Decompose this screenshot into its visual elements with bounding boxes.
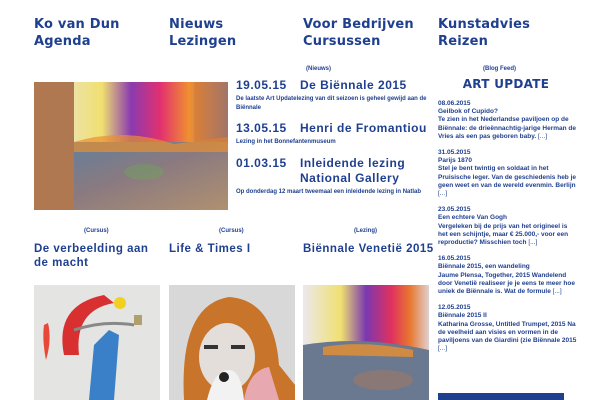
blog-excerpt: Vergeleken bij de prijs van het origineel is het een schijntje, maar € 25.000,- voor een reproductie? Misschien toch	[438, 222, 569, 247]
nav-column-4	[438, 16, 530, 50]
nav-link-cursussen[interactable]: Cursussen	[303, 34, 381, 49]
blog-section-label: (Blog Feed)	[483, 66, 516, 72]
read-more-link[interactable]: [...]	[552, 288, 562, 296]
read-more-link[interactable]: [...]	[528, 239, 538, 247]
nav-link-nieuws[interactable]: Nieuws	[169, 17, 224, 32]
main-navigation	[0, 16, 600, 56]
blog-item[interactable]	[438, 304, 578, 353]
nav-link-agenda[interactable]: Agenda	[34, 34, 91, 49]
nav-link-kunstadvies[interactable]: Kunstadvies	[438, 17, 531, 32]
news-title[interactable]: Henri de Fromantiou	[300, 121, 427, 135]
news-list	[236, 78, 430, 205]
news-title[interactable]: De Biënnale 2015	[300, 78, 407, 92]
blog-item-title[interactable]: Geilbok of Cupido?	[438, 108, 498, 116]
news-title[interactable]: Inleidende lezing	[300, 155, 406, 170]
read-more-link[interactable]: [...]	[438, 345, 448, 353]
blog-item-title[interactable]: Biënnale 2015, een wandeling	[438, 263, 530, 271]
course-title-life-times[interactable]: Life & Times I	[169, 243, 251, 255]
blog-excerpt: Stel je bent twintig en soldaat in het Pruisische leger. Van de geschiedenis heb je geen weet en van de wereld evenmin. Berlijn	[438, 165, 577, 189]
news-description: Lezing in het Bonnefantenmuseum	[236, 139, 336, 145]
blog-date: 31.05.2015	[438, 149, 471, 157]
blog-item-title[interactable]: Parijs 1870	[438, 157, 472, 165]
news-date: 19.05.15	[236, 78, 287, 92]
portrait-image	[169, 285, 295, 400]
course-image-life-times[interactable]	[169, 285, 295, 400]
blog-excerpt: Jaume Plensa, Together, 2015 Wandelend door Venetië realiseer je je eens te meer hoe uniek de Biënnale is. Wat de formule	[438, 271, 575, 296]
course-title-biennale[interactable]: Biënnale Venetië 2015	[303, 243, 434, 255]
blog-item[interactable]	[438, 149, 578, 198]
course-label: (Lezing)	[354, 228, 377, 234]
hero-image-biennale[interactable]	[34, 82, 228, 210]
sculpture-image	[34, 285, 160, 400]
course-image-verbeelding[interactable]	[34, 285, 160, 400]
artwork-image	[34, 82, 228, 210]
nav-link-reizen[interactable]: Reizen	[438, 34, 489, 49]
installation-image	[303, 285, 429, 400]
nav-column-1	[34, 16, 120, 50]
blog-date: 16.05.2015	[438, 255, 471, 263]
blog-feed	[438, 100, 578, 361]
news-item[interactable]	[236, 78, 430, 112]
nav-link-ko-van-dun[interactable]: Ko van Dun	[34, 17, 120, 32]
news-date: 13.05.15	[236, 121, 287, 135]
course-label: (Cursus)	[219, 228, 244, 234]
course-title-verbeelding[interactable]: De verbeelding aan de macht	[34, 243, 149, 269]
news-title-line2[interactable]: National Gallery	[300, 170, 400, 185]
nav-column-2	[169, 16, 236, 50]
blog-footer-bar[interactable]	[438, 393, 564, 400]
news-date: 01.03.15	[236, 155, 287, 170]
blog-item[interactable]	[438, 206, 578, 247]
blog-item-title[interactable]: Biënnale 2015 II	[438, 312, 487, 320]
news-description: Op donderdag 12 maart tweemaal een inleidende lezing in Natlab	[236, 188, 422, 195]
news-description: De laatste Art Updatelezing van dit seizoen is geheel gewijd aan de Biënnale	[236, 96, 427, 111]
nav-link-lezingen[interactable]: Lezingen	[169, 34, 237, 49]
blog-excerpt: Te zien in het Nederlandse paviljoen op de Biënnale: de drieënnachtig-jarige Herman de Vries als een pas geboren baby.	[438, 116, 576, 140]
blog-date: 23.05.2015	[438, 206, 471, 214]
course-image-biennale[interactable]	[303, 285, 429, 400]
blog-date: 08.06.2015	[438, 100, 471, 107]
read-more-link[interactable]: [...]	[537, 132, 547, 140]
blog-item-title[interactable]: Een echtere Van Gogh	[438, 214, 507, 222]
blog-date: 12.05.2015	[438, 304, 471, 312]
blog-title: ART UPDATE	[462, 77, 550, 91]
nav-link-voor-bedrijven[interactable]: Voor Bedrijven	[303, 17, 414, 32]
read-more-link[interactable]: [...]	[438, 190, 448, 198]
course-label: (Cursus)	[84, 228, 109, 234]
news-item[interactable]	[236, 121, 430, 147]
blog-item[interactable]	[438, 100, 578, 141]
blog-excerpt: Katharina Grosse, Untitled Trumpet, 2015 Na de veelheid aan visies en vormen in de paviljoens van de Giardini (zie Biënnale 2015	[438, 320, 577, 345]
news-item[interactable]	[236, 156, 430, 197]
nav-column-3	[303, 16, 414, 50]
blog-item[interactable]	[438, 255, 578, 296]
news-section-label: (Nieuws)	[306, 66, 332, 72]
